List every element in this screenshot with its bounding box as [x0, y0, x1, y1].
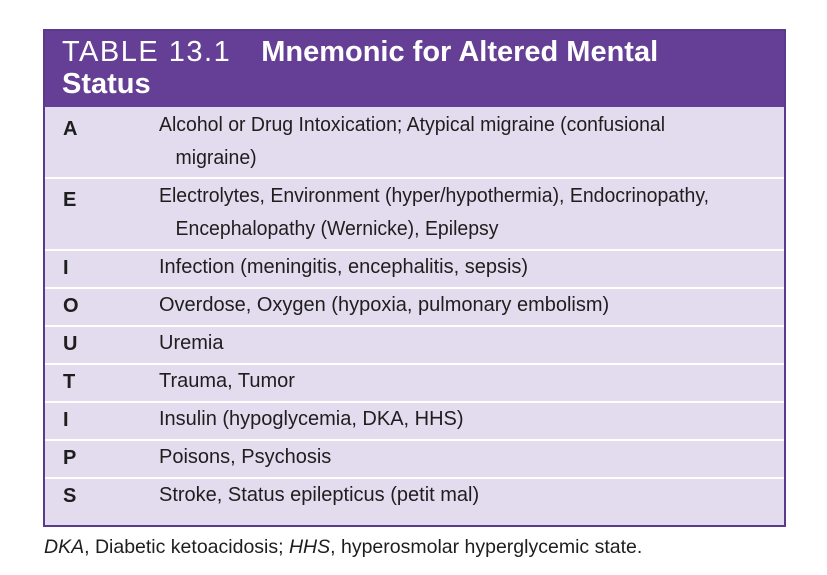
table-header — [45, 31, 784, 107]
mnemonic-letter: T — [63, 371, 76, 393]
mnemonic-letter: I — [63, 257, 69, 279]
description-line: Uremia — [159, 332, 224, 354]
footnote-abbreviation: HHS — [288, 536, 331, 558]
table-row — [45, 177, 784, 249]
footnote-definition: , hyperosmolar hyperglycemic state. — [330, 536, 643, 558]
description-line: Trauma, Tumor — [159, 370, 295, 392]
description-line: Poisons, Psychosis — [159, 446, 332, 468]
table-footnote — [44, 536, 642, 559]
table-row — [45, 363, 784, 401]
table-row — [45, 439, 784, 477]
description-continuation: Encephalopathy (Wernicke), Epilepsy — [175, 218, 499, 240]
table-body — [45, 107, 784, 517]
table-header-line — [62, 36, 784, 69]
description-line: Stroke, Status epilepticus (petit mal) — [159, 484, 480, 506]
description-continuation: migraine) — [175, 147, 257, 169]
mnemonic-letter: P — [63, 447, 77, 469]
mnemonic-description — [159, 441, 764, 474]
mnemonic-description — [159, 180, 709, 246]
description-line: Overdose, Oxygen (hypoxia, pulmonary embolism) — [159, 294, 610, 316]
table-row — [45, 249, 784, 287]
table-title-continued: Status — [62, 68, 151, 100]
footnote-abbreviation: DKA — [44, 536, 85, 558]
table-label: TABLE 13.1 — [62, 36, 232, 68]
mnemonic-table — [43, 29, 786, 527]
table-row — [45, 107, 784, 177]
description-line: Insulin (hypoglycemia, DKA, HHS) — [159, 408, 464, 430]
mnemonic-description — [159, 403, 764, 436]
mnemonic-description — [159, 327, 764, 360]
description-line: Electrolytes, Environment (hyper/hypothermia), Endocrinopathy, — [159, 185, 710, 207]
table-row — [45, 401, 784, 439]
footnote-definition: , Diabetic ketoacidosis; — [84, 536, 289, 558]
mnemonic-letter: O — [63, 295, 79, 317]
description-line: Infection (meningitis, encephalitis, sepsis) — [159, 256, 529, 278]
table-title: Mnemonic for Altered Mental — [261, 36, 659, 68]
mnemonic-description — [159, 251, 764, 284]
mnemonic-letter: A — [63, 118, 78, 140]
table-row — [45, 287, 784, 325]
mnemonic-description — [159, 479, 764, 512]
mnemonic-description — [159, 365, 764, 398]
mnemonic-description — [159, 289, 764, 322]
mnemonic-letter: U — [63, 333, 78, 355]
mnemonic-letter: E — [63, 189, 77, 211]
table-row — [45, 325, 784, 363]
table-row — [45, 477, 784, 517]
mnemonic-letter: S — [63, 485, 77, 507]
mnemonic-letter: I — [63, 409, 69, 431]
description-line: Alcohol or Drug Intoxication; Atypical migraine (confusional — [159, 114, 666, 136]
mnemonic-description — [159, 109, 665, 175]
